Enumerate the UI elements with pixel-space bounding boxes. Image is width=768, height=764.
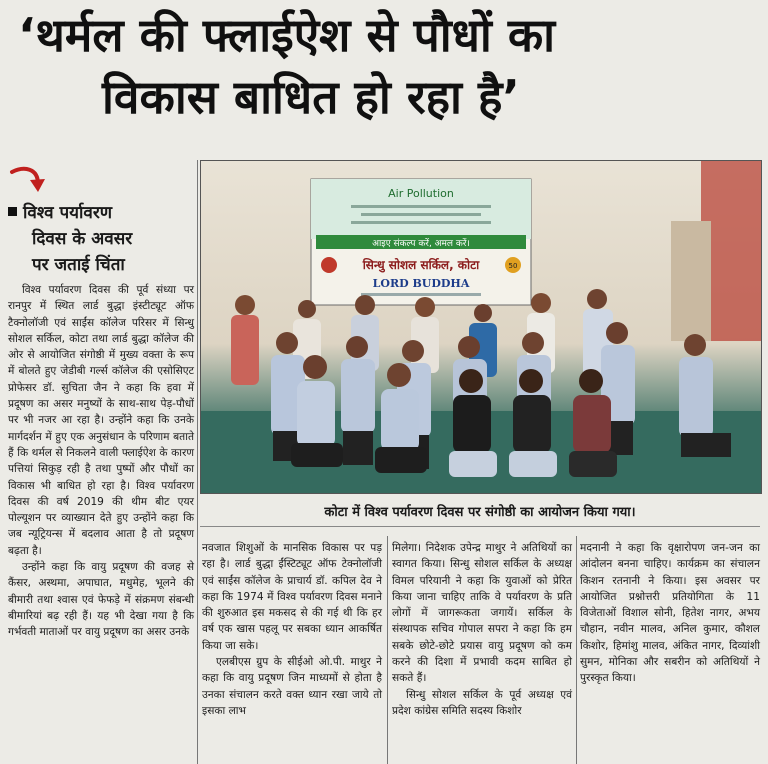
- banner-college: LORD BUDDHA: [372, 277, 470, 290]
- photo-caption: कोटा में विश्व पर्यावरण दिवस पर संगोष्ठी का आयोजन किया गया।: [200, 500, 760, 527]
- article-paragraph: मिलेगा। निदेशक उपेन्द्र माथुर ने अतिथियों का स्वागत किया। सिन्धु सोशल सर्किल के अध्यक्ष विमल परियानी ने कहा कि युवाओं को प्रेरित किया जाना चाहिए ताकि वे पर्यावरण के प्रति लोगों में जागरूकता जगायें। सर्किल के संस्थापक सचिव गोपाल सपरा ने कहा कि हम सबके छोटे-छोटे प्रयास वायु प्रदूषण को कम करने की दिशा में प्रभावी कदम साबित हो सकते हैं।: [392, 542, 572, 685]
- banner-badge: 50: [508, 262, 518, 270]
- subhead-line-1: विश्व पर्यावरण: [23, 203, 113, 223]
- headline-line-1: ‘थर्मल की फ्लाईऐश से पौधों का: [18, 8, 556, 62]
- article-paragraph: सिन्धु सोशल सर्किल के पूर्व अध्यक्ष एवं प्रदेश कांग्रेस समिति सदस्य किशोर: [392, 688, 572, 717]
- article-column-4: [580, 540, 760, 687]
- curved-red-arrow-icon: [8, 164, 52, 194]
- banner-organization: सिन्धु सोशल सर्किल, कोटा: [362, 258, 480, 272]
- banner-slogan: आइए संकल्प करें, अमल करें।: [372, 239, 470, 249]
- banner-title: Air Pollution: [388, 187, 454, 200]
- article-paragraph: मदनानी ने कहा कि वृक्षारोपण जन-जन का आंदोलन बनना चाहिए। कार्यक्रम का संचालन किशन रतनानी ने किया। इस अवसर पर आयोजित प्रश्नोत्तरी प्रतियोगिता के 11 विजेताओं विशाल सोनी, हितेश नागर, अभय चौहान, नवीन मालव, अनिल कुमार, कौशल किशोर, हिमांशु मालव, अंकित नागर, दिव्यांशी सुमन, मोनिका और सबरीन को अतिथियों ने पुरस्कृत किया।: [580, 542, 760, 685]
- headline-line-2: विकास बाधित हो रहा है’: [102, 70, 520, 124]
- article-paragraph: विश्व पर्यावरण दिवस की पूर्व संध्या पर रानपुर में स्थित लार्ड बुद्धा इंस्टीट्यूट ऑफ टैक्नोलॉजी एवं साईंस कॉलेज परिसर में सिन्धु सोशल सर्किल, कोटा तथा लार्ड बुद्धा कॉलेज की ओर से आयोजित संगोष्ठी में मुख्य वक्ता के रूप में बोलते हुए जेडीबी गर्ल्स कॉलेज की एसोसिएट प्रोफेसर डॉ. सुचिता जैन ने कहा कि हवा में प्रदूषण का असर मनुष्यों के साथ-साथ पेड़-पौधों पर भी नजर आ रहा है। उन्होंने कहा कि उनके मार्गदर्शन में हुए एक अनुसंधान के परिणाम बताते हैं कि थर्मल से निकलने वाली फ्लाईऐश के कारण पत्तियां सिकुड़ रही है तथा पुष्पों और पौधों का विकास भी बाधित हो रहा है। विश्व पर्यावरण दिवस की वर्ष 2019 की थीम बीट एयर पोल्यूशन पर व्याख्यान देते हुए उन्होंने कहा कि जब न्यूट्रियन्स में बदलाव आता है तो प्रदूषण बढ़ता है।: [8, 284, 194, 557]
- article-paragraph: उन्होंने कहा कि वायु प्रदूषण की वजह से कैंसर, अस्थमा, अपाघात, मधुमेह, भूलने की बीमारी तथा श्वास एवं फेफड़े में संक्रमण संबन्धी बीमारियां बढ़ रही हैं। यह भी देखा गया है कि गर्भवती माताओं पर वायु प्रदूषण का असर उनके: [8, 561, 194, 639]
- column-divider: [197, 160, 198, 764]
- event-photo: [200, 160, 762, 494]
- headline: [10, 4, 760, 128]
- square-bullet-icon: [8, 207, 17, 216]
- article-column-2: [202, 540, 382, 719]
- column-divider: [387, 536, 388, 764]
- subheadline: [8, 200, 198, 278]
- article-column-3: [392, 540, 572, 719]
- subhead-line-2: दिवस के अवसर: [32, 229, 133, 249]
- column-divider: [576, 536, 577, 764]
- article-paragraph: नवजात शिशुओं के मानसिक विकास पर पड़ रहा है। लार्ड बुद्धा ईंस्टिट्यूट ऑफ टेक्नोलॉजी एवं साईंस कॉलेज के प्राचार्य डॉ. कपिल देव ने कहा कि 1974 में विश्व पर्यावरण दिवस मनाने की शुरुआत इस मकसद से की गई थी कि हर वर्ष एक खास पहलू पर सबका ध्यान आकर्षित किया जा सके।: [202, 542, 382, 652]
- article-column-1: [8, 282, 194, 641]
- subhead-line-3: पर जताई चिंता: [32, 255, 125, 275]
- article-paragraph: एलबीएस ग्रुप के सीईओ ओ.पी. माथुर ने कहा कि वायु प्रदूषण जिन माध्यमों से होता है उनका संचालन करते वक्त ध्यान रखा जाये तो इसका लाभ: [202, 656, 382, 717]
